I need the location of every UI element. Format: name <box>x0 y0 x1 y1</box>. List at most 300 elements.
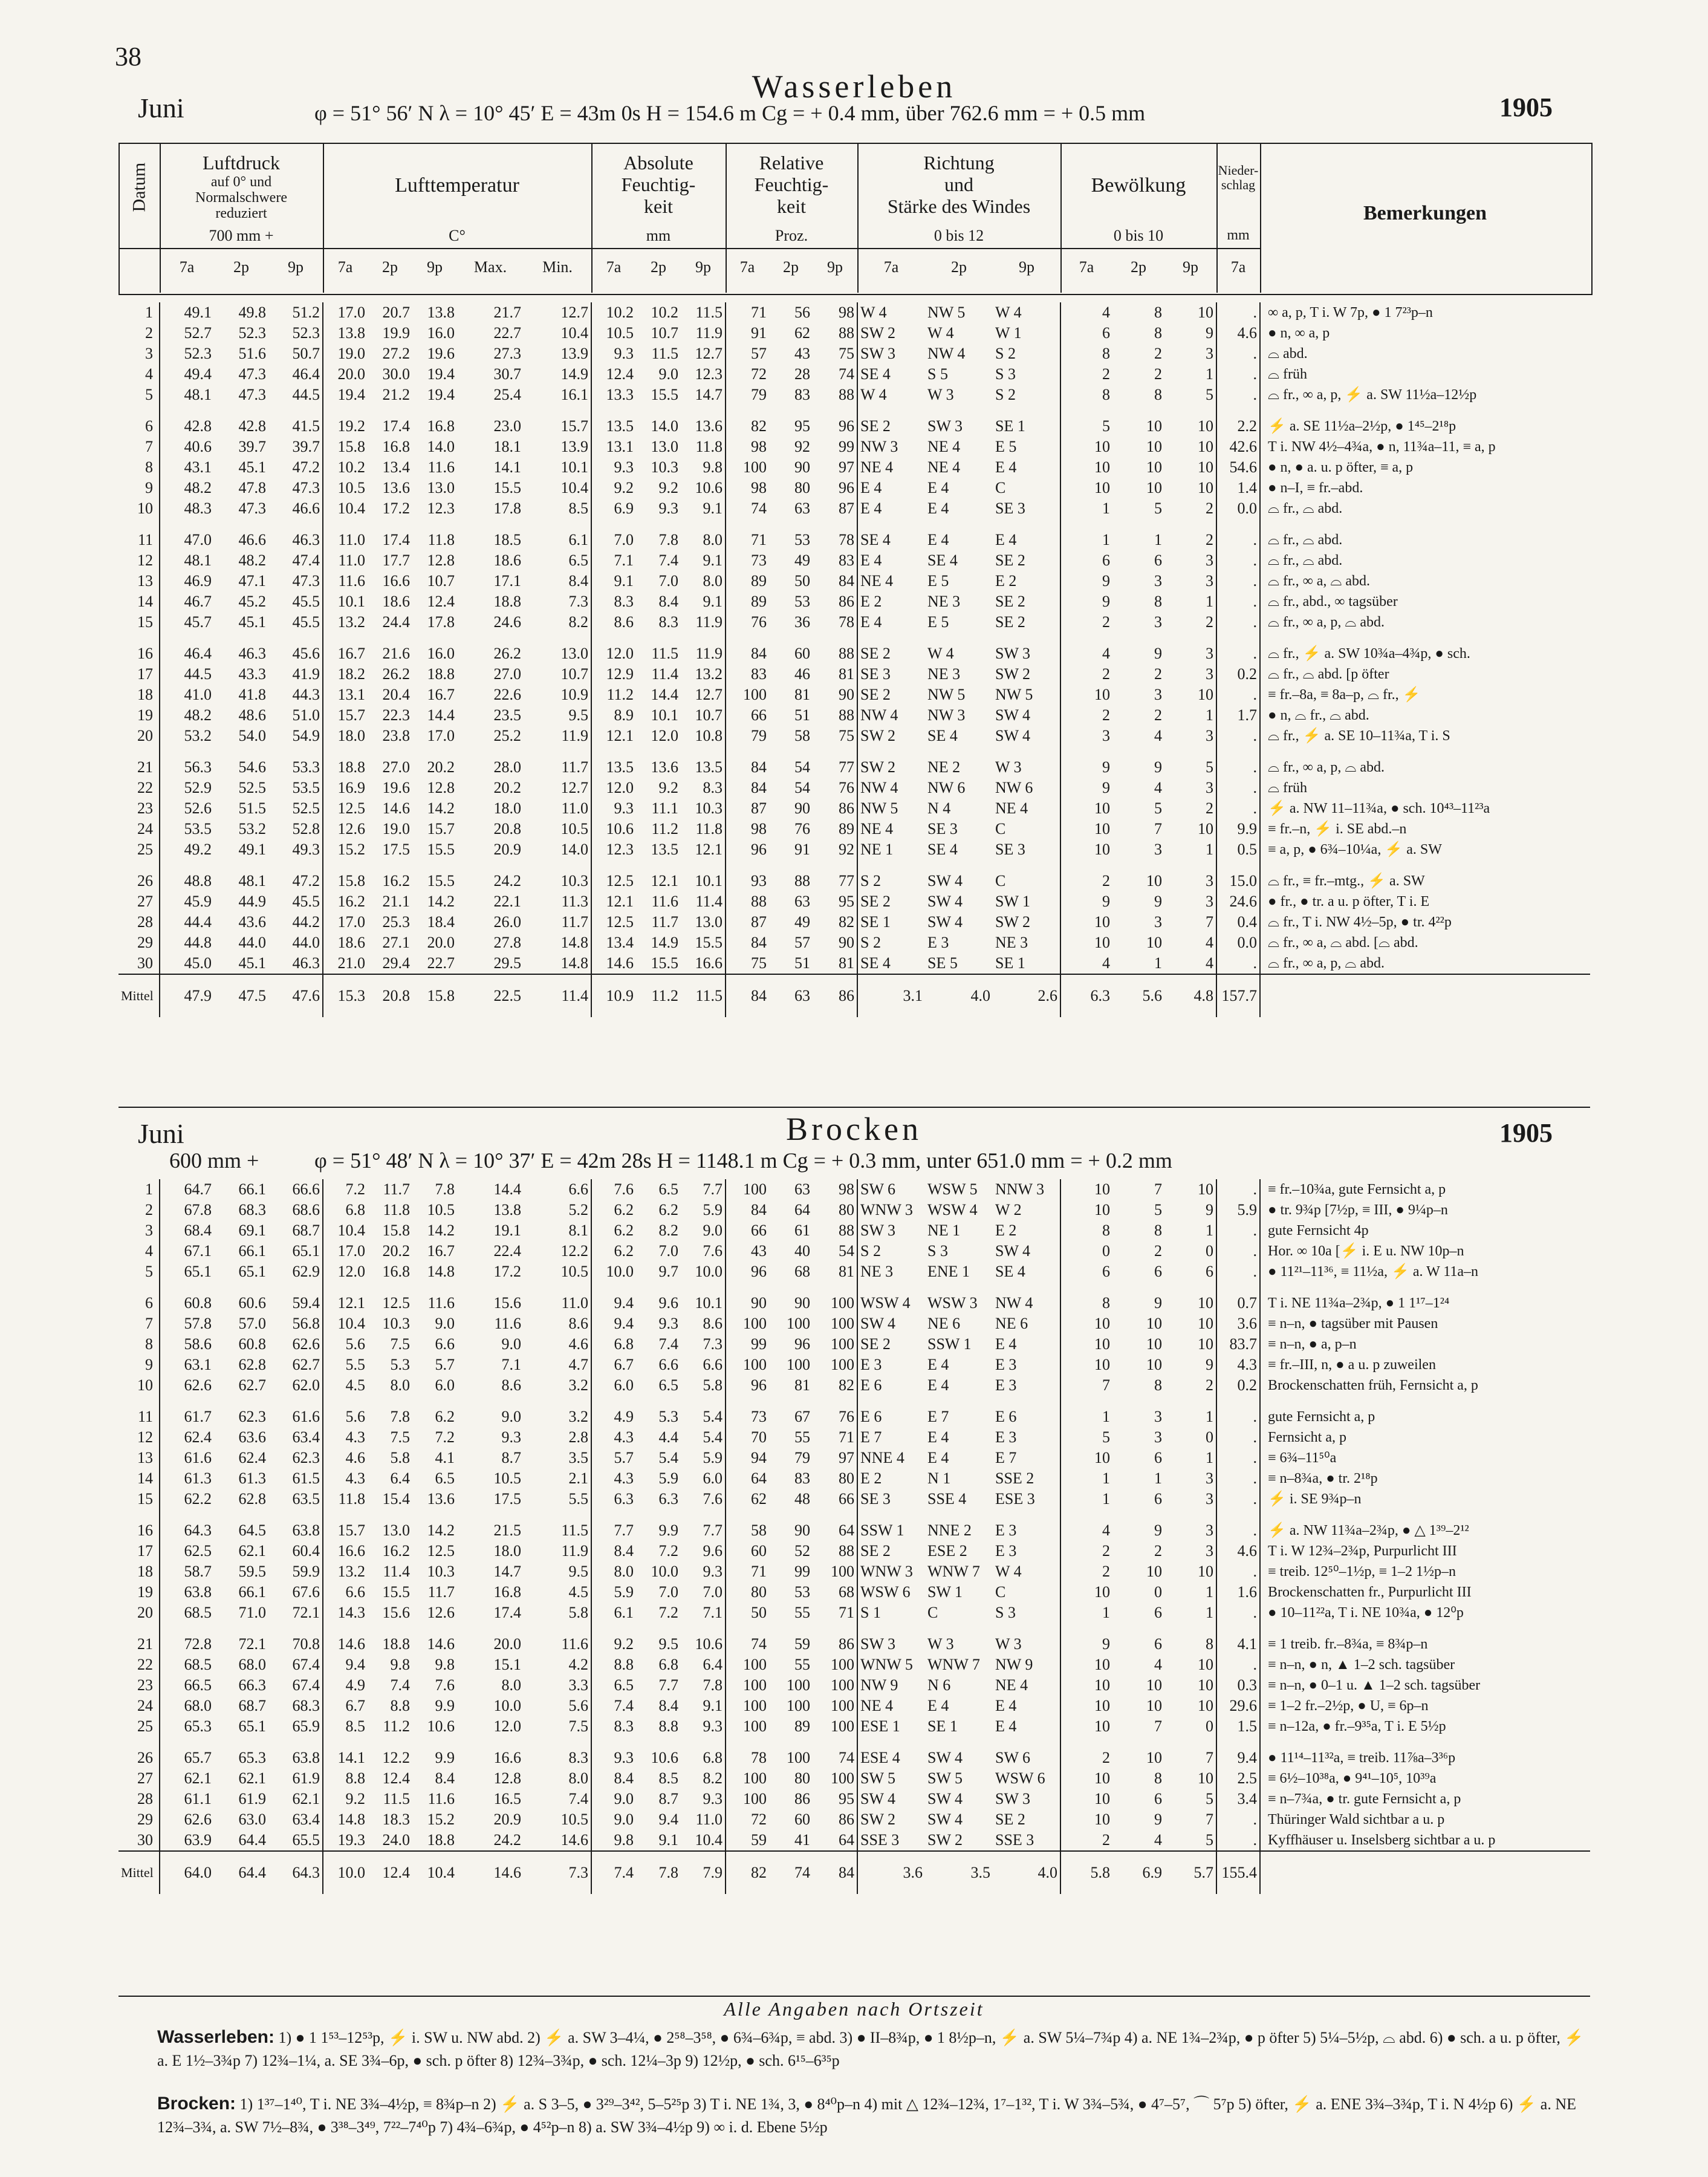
day-cell: 20 <box>137 1604 153 1621</box>
gap-cell <box>323 1282 368 1293</box>
abs-humidity-cell: 9.1 <box>703 1697 722 1714</box>
pressure-cell: 53.5 <box>160 819 214 839</box>
cloud-cell: 3 <box>1206 1469 1213 1487</box>
temperature-cell: 7.2 <box>435 1428 455 1446</box>
wind-cell: SE 2 <box>857 416 925 437</box>
cloud-cell: 2 <box>1154 706 1162 724</box>
brocken-row-24 <box>119 1696 1590 1716</box>
pressure-cell: 61.5 <box>292 1469 320 1487</box>
wind-cell: E 6 <box>995 1408 1017 1425</box>
wind-cell: E 4 <box>995 1697 1017 1714</box>
rel-humidity-cell: 68 <box>839 1583 854 1601</box>
wind-cell: E 2 <box>995 1222 1017 1239</box>
temperature-cell: 9.5 <box>568 1563 588 1580</box>
gap-cell <box>368 1737 412 1748</box>
day-cell: 14 <box>137 1469 153 1487</box>
group-gap <box>119 633 1590 643</box>
temperature-cell: 26.2 <box>382 665 410 683</box>
rel-humidity-cell: 80 <box>726 1582 769 1603</box>
wind-cell: E 7 <box>927 1408 949 1425</box>
rel-humidity-cell: 100 <box>726 1716 769 1737</box>
day-cell: 11 <box>137 531 153 548</box>
rel-humidity-cell: 88 <box>839 706 854 724</box>
wind-cell: SSE 3 <box>995 1831 1034 1849</box>
temperature-cell: 10.9 <box>560 686 588 703</box>
rel-humidity-cell: 100 <box>726 1179 769 1200</box>
temperature-cell: 3.3 <box>568 1676 588 1694</box>
remark-cell: ⌓ fr., ⌓ abd. [p öfter <box>1260 664 1590 685</box>
pressure-cell: 62.1 <box>160 1768 214 1789</box>
wind-cell: WSW 6 <box>857 1582 925 1603</box>
gap-cell <box>591 405 636 416</box>
cloud-cell: 10 <box>1060 1313 1112 1334</box>
cloud-cell: 1 <box>1060 498 1112 519</box>
pressure-cell: 48.1 <box>160 385 214 405</box>
group-gap <box>119 1396 1590 1407</box>
gap-cell <box>1260 405 1590 416</box>
cloud-cell: 3 <box>1154 572 1162 590</box>
wind-cell: NE 1 <box>857 839 925 860</box>
wind-cell: S 3 <box>995 365 1016 383</box>
wind-cell: WNW 7 <box>927 1563 980 1580</box>
subheader-t7-3: 7a <box>337 258 353 276</box>
abs-humidity-cell: 9.6 <box>703 1542 722 1560</box>
rel-humidity-cell: 43 <box>794 345 810 362</box>
temperature-cell: 5.2 <box>568 1201 588 1219</box>
gap-cell <box>412 1396 457 1407</box>
abs-humidity-cell: 6.5 <box>658 1180 678 1198</box>
cloud-cell: 10 <box>1146 1749 1162 1766</box>
temperature-cell: 9.4 <box>323 1655 368 1675</box>
abs-humidity-cell: 8.4 <box>591 1541 636 1561</box>
rel-humidity-cell: 63 <box>794 1180 810 1198</box>
gap-cell <box>993 1623 1060 1634</box>
station-title-brocken: Brocken <box>786 1111 922 1147</box>
precipitation-cell: . <box>1216 1830 1260 1851</box>
rel-humidity-cell: 80 <box>794 1769 810 1787</box>
temperature-cell: 12.4 <box>382 1769 410 1787</box>
gap-cell <box>268 1396 323 1407</box>
mittel-temperature: 14.6 <box>457 1851 524 1894</box>
day-cell: 2 <box>145 1201 153 1219</box>
temperature-cell: 19.6 <box>382 779 410 796</box>
gap-cell <box>119 1282 160 1293</box>
abs-humidity-cell: 9.0 <box>591 1789 636 1809</box>
cloud-cell: 2 <box>1060 1561 1112 1582</box>
rel-humidity-cell: 100 <box>787 1749 810 1766</box>
mittel-cloud: 4.8 <box>1164 974 1216 1017</box>
pressure-cell: 61.1 <box>160 1789 214 1809</box>
rel-humidity-cell: 100 <box>831 1294 854 1312</box>
precipitation-cell: 29.6 <box>1216 1696 1260 1716</box>
header-wind-3: Stärke des Windes <box>887 195 1031 217</box>
wind-cell: SE 4 <box>995 1263 1025 1280</box>
temperature-cell: 7.8 <box>390 1408 410 1425</box>
gap-cell <box>1164 1737 1216 1748</box>
temperature-cell: 18.2 <box>323 664 368 685</box>
wasserleben-row-29 <box>119 932 1590 953</box>
cloud-cell: 2 <box>1154 1242 1162 1260</box>
brocken-row-14 <box>119 1468 1590 1489</box>
cloud-cell: 8 <box>1154 593 1162 610</box>
abs-humidity-cell: 9.8 <box>591 1830 636 1851</box>
rel-humidity-cell: 98 <box>839 304 854 321</box>
abs-humidity-cell: 11.1 <box>651 799 678 817</box>
cloud-cell: 10 <box>1060 437 1112 457</box>
gap-cell <box>1260 1623 1590 1634</box>
abs-humidity-cell: 8.4 <box>658 1697 678 1714</box>
temperature-cell: 13.2 <box>323 612 368 633</box>
wind-cell: E 3 <box>857 1355 925 1375</box>
wind-cell: SW 4 <box>927 1811 963 1828</box>
precipitation-cell: 0.2 <box>1216 664 1260 685</box>
day-cell: 10 <box>137 500 153 517</box>
cloud-cell: 3 <box>1206 665 1213 683</box>
rel-humidity-cell: 100 <box>787 1697 810 1714</box>
gap-cell <box>1164 1282 1216 1293</box>
rel-humidity-cell: 58 <box>726 1520 769 1541</box>
abs-humidity-cell: 9.8 <box>703 458 722 476</box>
remark-cell: ⚡ a. NW 11–11¾a, ● sch. 10⁴³–11²³a <box>1260 798 1590 819</box>
rel-humidity-cell: 100 <box>831 1335 854 1353</box>
brocken-row-18 <box>119 1561 1590 1582</box>
rel-humidity-cell: 91 <box>726 323 769 343</box>
cloud-cell: 4 <box>1154 1656 1162 1673</box>
subheader-t9-19: 9p <box>1183 258 1198 276</box>
gap-cell <box>1164 860 1216 871</box>
gap-cell <box>268 1509 323 1520</box>
wasserleben-row-23 <box>119 798 1590 819</box>
pressure-cell: 45.1 <box>238 613 266 631</box>
gap-cell <box>813 633 857 643</box>
wind-cell: SW 1 <box>927 1583 963 1601</box>
temperature-cell: 14.9 <box>560 365 588 383</box>
cloud-cell: 10 <box>1060 1655 1112 1675</box>
mittel-rel-humidity: 84 <box>813 1851 857 1894</box>
temperature-cell: 17.5 <box>382 841 410 858</box>
footnote-brocken <box>157 2092 1596 2139</box>
rel-humidity-cell: 71 <box>726 302 769 323</box>
rel-humidity-cell: 63 <box>794 893 810 910</box>
gap-cell <box>1164 1509 1216 1520</box>
gap-cell <box>1260 1509 1590 1520</box>
pressure-cell: 68.4 <box>160 1220 214 1241</box>
rel-humidity-cell: 84 <box>726 1200 769 1220</box>
rel-humidity-cell: 88 <box>839 645 854 662</box>
header-luftdruck-sub3: reduziert <box>215 206 267 221</box>
year-label: 1905 <box>1499 93 1553 122</box>
cloud-cell: 8 <box>1154 304 1162 321</box>
abs-humidity-cell: 16.6 <box>695 954 722 972</box>
gap-cell <box>769 1282 813 1293</box>
precipitation-cell: 15.0 <box>1216 871 1260 891</box>
cloud-cell: 0 <box>1206 1717 1213 1735</box>
remark-cell: ⚡ i. SE 9¾p–n <box>1260 1489 1590 1509</box>
temperature-cell: 7.1 <box>501 1356 521 1373</box>
temperature-cell: 12.5 <box>382 1294 410 1312</box>
temperature-cell: 10.5 <box>493 1469 521 1487</box>
day-cell: 27 <box>137 893 153 910</box>
gap-cell <box>769 519 813 530</box>
day-cell: 8 <box>145 458 153 476</box>
brocken-row-23 <box>119 1675 1590 1696</box>
header-rel-1: Relative <box>759 152 824 174</box>
pressure-cell: 47.3 <box>238 365 266 383</box>
rel-humidity-cell: 51 <box>794 954 810 972</box>
wind-cell: W 3 <box>995 758 1022 776</box>
temperature-cell: 22.7 <box>427 954 455 972</box>
temperature-cell: 20.0 <box>323 364 368 385</box>
abs-humidity-cell: 8.3 <box>703 779 722 796</box>
abs-humidity-cell: 9.1 <box>658 1831 678 1849</box>
subheader-t9-10: 9p <box>695 258 711 276</box>
cloud-cell: 2 <box>1060 705 1112 726</box>
gap-cell <box>636 746 681 757</box>
cloud-cell: 2 <box>1060 1541 1112 1561</box>
abs-humidity-cell: 9.7 <box>658 1263 678 1280</box>
abs-humidity-cell: 9.3 <box>591 798 636 819</box>
temperature-cell: 15.5 <box>382 1583 410 1601</box>
header-lufttemp-unit: C° <box>449 227 466 244</box>
temperature-cell: 16.7 <box>427 686 455 703</box>
temperature-cell: 15.6 <box>493 1294 521 1312</box>
day-cell: 11 <box>137 1408 153 1425</box>
abs-humidity-cell: 7.7 <box>658 1676 678 1694</box>
pressure-cell: 47.3 <box>292 479 320 496</box>
temperature-cell: 8.6 <box>501 1376 521 1394</box>
cloud-cell: 1 <box>1060 1603 1112 1623</box>
brocken-row-29 <box>119 1809 1590 1830</box>
temperature-cell: 2.1 <box>568 1469 588 1487</box>
rel-humidity-cell: 100 <box>787 1356 810 1373</box>
pressure-cell: 54.0 <box>238 727 266 744</box>
gap-cell <box>681 1509 726 1520</box>
abs-humidity-cell: 8.8 <box>658 1717 678 1735</box>
temperature-cell: 9.8 <box>435 1656 455 1673</box>
wind-cell: SE 2 <box>995 1811 1025 1828</box>
wind-cell: SSE 3 <box>857 1830 925 1851</box>
gap-cell <box>412 1623 457 1634</box>
temperature-cell: 4.5 <box>568 1583 588 1601</box>
temperature-cell: 10.6 <box>427 1717 455 1735</box>
wind-cell: E 4 <box>927 1356 949 1373</box>
rel-humidity-cell: 64 <box>794 1201 810 1219</box>
gap-cell <box>1060 746 1112 757</box>
remark-cell: ≡ a, p, ● 6¾–10¼a, ⚡ a. SW <box>1260 839 1590 860</box>
precipitation-cell: . <box>1216 1261 1260 1282</box>
abs-humidity-cell: 12.1 <box>695 841 722 858</box>
precipitation-cell: 4.1 <box>1216 1634 1260 1655</box>
pressure-cell: 63.4 <box>292 1428 320 1446</box>
rel-humidity-cell: 79 <box>726 726 769 746</box>
temperature-cell: 11.3 <box>561 893 588 910</box>
wind-cell: C <box>995 820 1006 838</box>
temperature-cell: 20.9 <box>493 841 521 858</box>
pressure-cell: 69.1 <box>238 1222 266 1239</box>
gap-cell <box>591 746 636 757</box>
wind-cell: ENE 1 <box>927 1263 970 1280</box>
pressure-cell: 46.9 <box>160 571 214 591</box>
temperature-cell: 20.7 <box>382 304 410 321</box>
rel-humidity-cell: 96 <box>726 839 769 860</box>
abs-humidity-cell: 6.3 <box>591 1489 636 1509</box>
wind-cell: E 4 <box>927 479 949 496</box>
pressure-cell: 52.6 <box>160 798 214 819</box>
wind-cell: E 3 <box>995 1376 1017 1394</box>
gap-cell <box>1216 633 1260 643</box>
rel-humidity-cell: 55 <box>794 1428 810 1446</box>
pressure-cell: 49.8 <box>238 304 266 321</box>
abs-humidity-cell: 9.0 <box>658 365 678 383</box>
temperature-cell: 7.5 <box>568 1717 588 1735</box>
temperature-cell: 8.4 <box>568 572 588 590</box>
remark-cell: Hor. ∞ 10a [⚡ i. E u. NW 10p–n <box>1260 1241 1590 1261</box>
abs-humidity-cell: 9.1 <box>703 593 722 610</box>
cloud-cell: 4 <box>1154 1831 1162 1849</box>
abs-humidity-cell: 15.5 <box>651 954 678 972</box>
cloud-cell: 9 <box>1060 1634 1112 1655</box>
remark-cell: T i. NW 4½–4¾a, ● n, 11¾a–11, ≡ a, p <box>1260 437 1590 457</box>
cloud-cell: 10 <box>1198 1769 1213 1787</box>
brocken-row-19 <box>119 1582 1590 1603</box>
precipitation-cell: 3.6 <box>1216 1313 1260 1334</box>
pressure-cell: 44.8 <box>160 932 214 953</box>
mittel-cloud: 5.6 <box>1112 974 1164 1017</box>
mittel-rel-humidity: 82 <box>726 1851 769 1894</box>
cloud-cell: 7 <box>1206 1811 1213 1828</box>
cloud-cell: 10 <box>1060 1200 1112 1220</box>
gap-cell <box>160 1282 214 1293</box>
wind-cell: WSW 4 <box>857 1293 925 1313</box>
cloud-cell: 9 <box>1060 778 1112 798</box>
cloud-cell: 2 <box>1206 1376 1213 1394</box>
rel-humidity-cell: 62 <box>726 1489 769 1509</box>
wind-cell: E 2 <box>995 572 1017 590</box>
rel-humidity-cell: 43 <box>726 1241 769 1261</box>
subheader-t2-15: 2p <box>951 258 967 276</box>
wasserleben-row-24 <box>119 819 1590 839</box>
wind-cell: NW 4 <box>857 778 925 798</box>
abs-humidity-cell: 9.1 <box>591 571 636 591</box>
rel-humidity-cell: 76 <box>839 1408 854 1425</box>
gap-cell <box>993 633 1060 643</box>
temperature-cell: 6.0 <box>435 1376 455 1394</box>
abs-humidity-cell: 12.1 <box>591 726 636 746</box>
abs-humidity-cell: 7.0 <box>658 572 678 590</box>
cloud-cell: 2 <box>1154 665 1162 683</box>
header-bewoelkung: Bewölkung <box>1091 174 1186 197</box>
gap-cell <box>214 1509 268 1520</box>
rel-humidity-cell: 66 <box>726 705 769 726</box>
temperature-cell: 16.2 <box>382 1542 410 1560</box>
rel-humidity-cell: 83 <box>794 386 810 403</box>
abs-humidity-cell: 13.4 <box>591 932 636 953</box>
wind-cell: NW 4 <box>927 345 966 362</box>
temperature-cell: 4.3 <box>323 1468 368 1489</box>
temperature-cell: 20.0 <box>493 1635 521 1653</box>
pressure-cell: 48.2 <box>238 552 266 569</box>
temperature-cell: 18.3 <box>382 1811 410 1828</box>
wind-cell: E 2 <box>857 1468 925 1489</box>
temperature-cell: 14.2 <box>427 1521 455 1539</box>
wind-cell: N 4 <box>927 799 951 817</box>
pressure-cell: 51.6 <box>238 345 266 362</box>
station-title-wasserleben: Wasserleben <box>752 68 956 105</box>
abs-humidity-cell: 4.3 <box>591 1427 636 1448</box>
wind-cell: E 2 <box>857 591 925 612</box>
remark-cell: Thüringer Wald sichtbar a u. p <box>1260 1809 1590 1830</box>
brocken-row-12 <box>119 1427 1590 1448</box>
cloud-cell: 5 <box>1206 1831 1213 1849</box>
brocken-row-5 <box>119 1261 1590 1282</box>
temperature-cell: 10.2 <box>323 457 368 478</box>
day-cell: 12 <box>137 1428 153 1446</box>
pressure-cell: 53.2 <box>160 726 214 746</box>
rel-humidity-cell: 99 <box>794 1563 810 1580</box>
temperature-cell: 4.3 <box>323 1427 368 1448</box>
gap-cell <box>368 633 412 643</box>
pressure-cell: 41.8 <box>238 686 266 703</box>
pressure-cell: 44.5 <box>160 664 214 685</box>
temperature-cell: 13.0 <box>382 1521 410 1539</box>
day-cell: 9 <box>145 479 153 496</box>
gap-cell <box>412 746 457 757</box>
abs-humidity-cell: 15.5 <box>695 934 722 951</box>
rel-humidity-cell: 80 <box>794 479 810 496</box>
wind-cell: SE 2 <box>995 593 1025 610</box>
precipitation-cell: . <box>1216 591 1260 612</box>
pressure-cell: 48.2 <box>160 478 214 498</box>
wind-cell: E 3 <box>995 1542 1017 1560</box>
gap-cell <box>1112 405 1164 416</box>
pressure-cell: 62.5 <box>160 1541 214 1561</box>
abs-humidity-cell: 5.4 <box>703 1408 722 1425</box>
gap-cell <box>1112 633 1164 643</box>
pressure-cell: 63.8 <box>292 1749 320 1766</box>
temperature-cell: 18.6 <box>493 552 521 569</box>
gap-cell <box>726 746 769 757</box>
header-datum: Datum <box>129 162 149 212</box>
rel-humidity-cell: 40 <box>794 1242 810 1260</box>
pressure-cell: 45.5 <box>292 593 320 610</box>
temperature-cell: 4.2 <box>568 1656 588 1673</box>
gap-cell <box>160 405 214 416</box>
mittel-cloud: 6.3 <box>1060 974 1112 1017</box>
cloud-cell: 0 <box>1206 1428 1213 1446</box>
remark-cell: ● n, ⌓ fr., ⌓ abd. <box>1260 705 1590 726</box>
gap-cell <box>1112 1396 1164 1407</box>
mittel-remark <box>1260 1851 1590 1894</box>
rel-humidity-cell: 95 <box>794 417 810 435</box>
precipitation-cell: 54.6 <box>1216 457 1260 478</box>
temperature-cell: 16.7 <box>427 1242 455 1260</box>
pressure-cell: 56.3 <box>160 757 214 778</box>
gap-cell <box>925 633 993 643</box>
pressure-cell: 60.8 <box>238 1335 266 1353</box>
temperature-cell: 17.0 <box>323 1241 368 1261</box>
pressure-cell: 39.7 <box>292 438 320 455</box>
wind-cell: SE 3 <box>927 820 958 838</box>
abs-humidity-cell: 9.5 <box>658 1635 678 1653</box>
gap-cell <box>993 1396 1060 1407</box>
abs-humidity-cell: 10.3 <box>695 799 722 817</box>
footer-note: Alle Angaben nach Ortszeit <box>724 1998 984 2020</box>
temperature-cell: 9.5 <box>568 706 588 724</box>
abs-humidity-cell: 11.7 <box>651 913 678 931</box>
subheader-t2-4: 2p <box>382 258 398 276</box>
remark-cell: ⌓ fr., ⌓ abd. <box>1260 530 1590 550</box>
gap-cell <box>214 405 268 416</box>
